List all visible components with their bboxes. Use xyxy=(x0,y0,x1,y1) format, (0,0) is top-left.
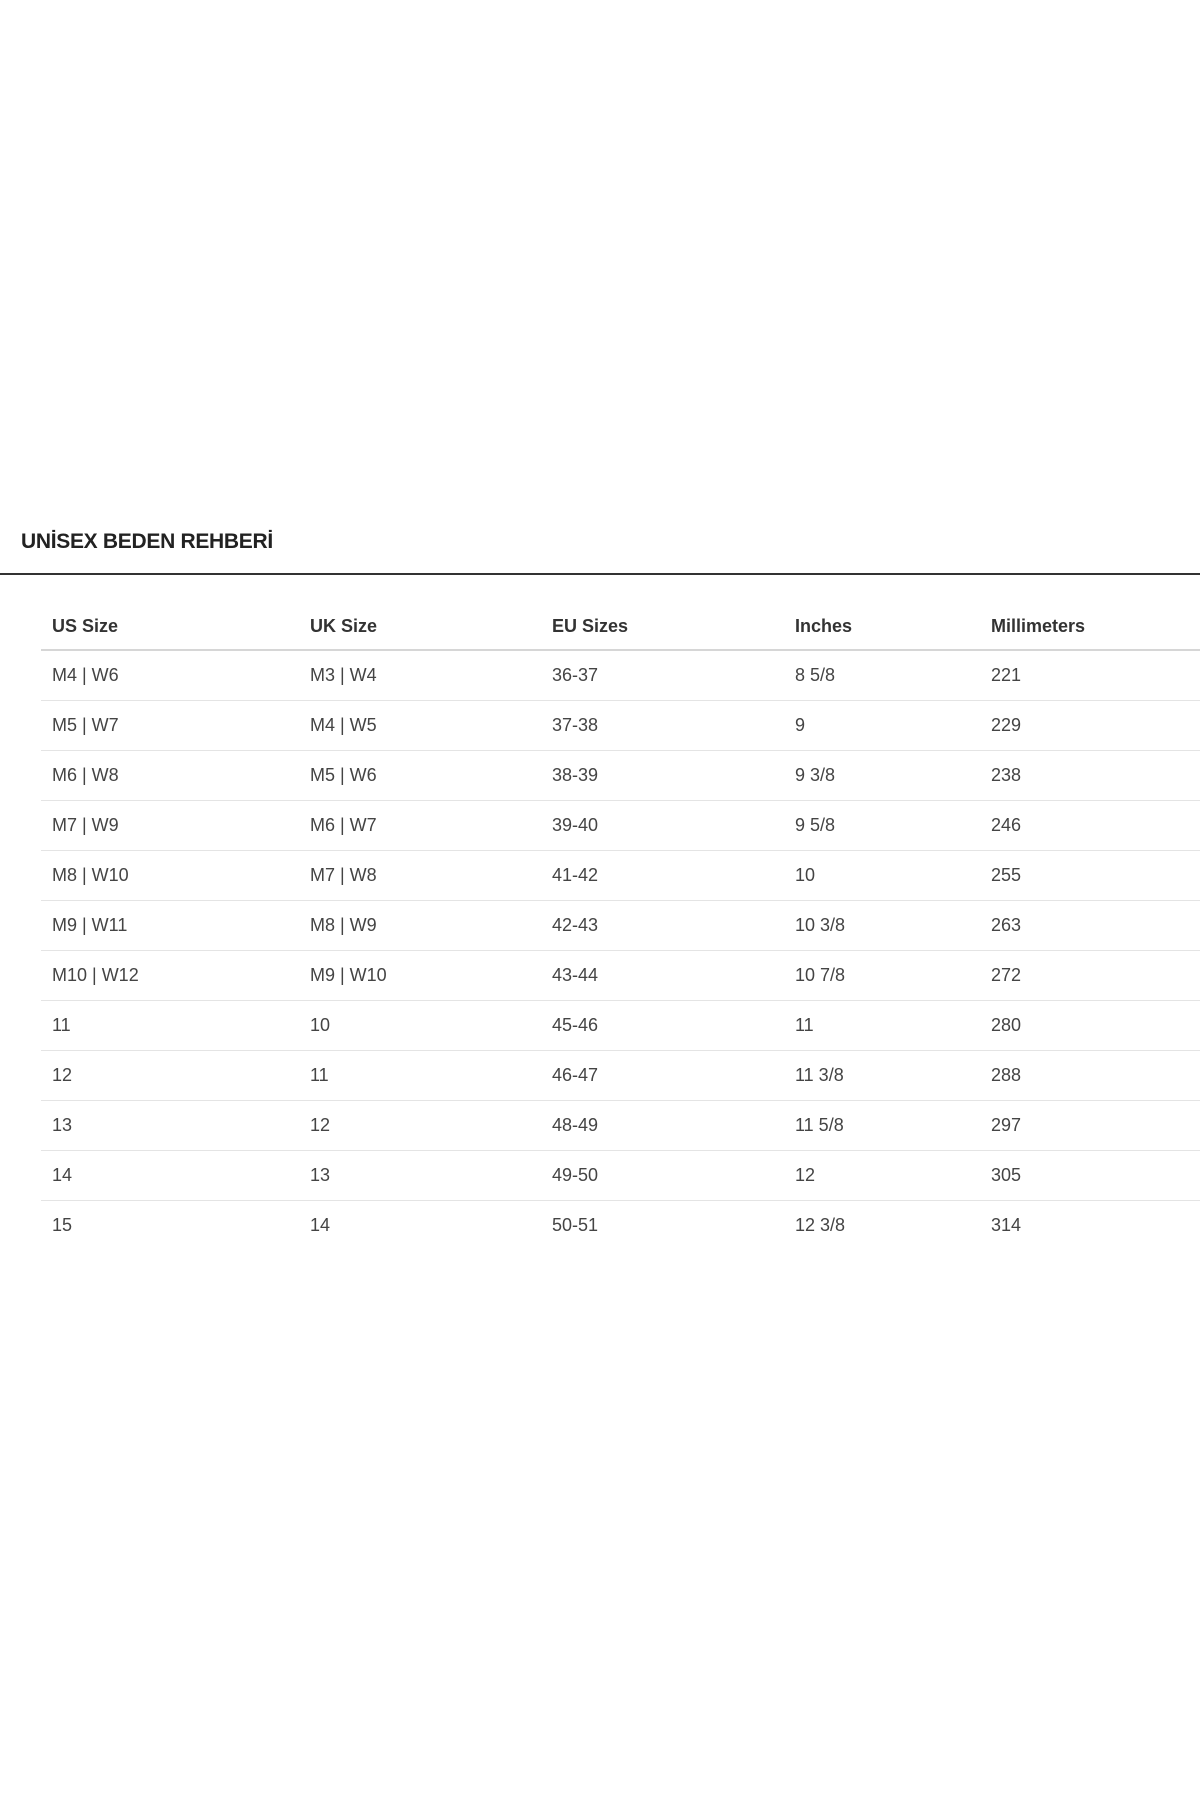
cell-millimeters: 229 xyxy=(980,701,1200,751)
size-guide-header xyxy=(0,523,1200,575)
cell-inches: 9 3/8 xyxy=(784,751,980,801)
cell-uk-size: M3 | W4 xyxy=(299,650,541,701)
cell-inches: 9 5/8 xyxy=(784,801,980,851)
cell-millimeters: 272 xyxy=(980,951,1200,1001)
cell-eu-size: 41-42 xyxy=(541,851,784,901)
page-title: UNİSEX BEDEN REHBERİ xyxy=(21,530,273,553)
cell-millimeters: 305 xyxy=(980,1151,1200,1201)
cell-inches: 11 5/8 xyxy=(784,1101,980,1151)
cell-uk-size: 10 xyxy=(299,1001,541,1051)
cell-inches: 11 xyxy=(784,1001,980,1051)
table-row xyxy=(41,1101,1200,1151)
cell-millimeters: 246 xyxy=(980,801,1200,851)
header-uk-size: UK Size xyxy=(299,603,541,650)
cell-us-size: 14 xyxy=(41,1151,299,1201)
cell-uk-size: 13 xyxy=(299,1151,541,1201)
cell-us-size: M6 | W8 xyxy=(41,751,299,801)
cell-us-size: 11 xyxy=(41,1001,299,1051)
table-row xyxy=(41,851,1200,901)
cell-us-size: 12 xyxy=(41,1051,299,1101)
cell-uk-size: 14 xyxy=(310,1215,331,1235)
cell-inches: 11 3/8 xyxy=(784,1051,980,1101)
cell-eu-size: 36-37 xyxy=(541,650,784,701)
cell-uk-size: M5 | W6 xyxy=(299,751,541,801)
table-row xyxy=(41,650,1200,701)
cell-eu-size: 42-43 xyxy=(541,901,784,951)
cell-eu-size: 49-50 xyxy=(541,1151,784,1201)
cell-us-size: M4 | W6 xyxy=(41,650,299,701)
table-row xyxy=(41,751,1200,801)
cell-us-size: 13 xyxy=(41,1101,299,1151)
cell-millimeters: 238 xyxy=(980,751,1200,801)
cell-us-size: M10 | W12 xyxy=(41,951,299,1001)
cell-millimeters: 263 xyxy=(980,901,1200,951)
cell-us-size: M9 | W11 xyxy=(41,901,299,951)
table-row xyxy=(41,1201,1200,1251)
cell-uk-size: M7 | W8 xyxy=(299,851,541,901)
cell-eu-size: 38-39 xyxy=(541,751,784,801)
cell-eu-size: 46-47 xyxy=(541,1051,784,1101)
cell-inches: 10 xyxy=(784,851,980,901)
cell-millimeters: 280 xyxy=(980,1001,1200,1051)
cell-uk-size: M9 | W10 xyxy=(299,951,541,1001)
table-row xyxy=(41,951,1200,1001)
cell-eu-size: 50-51 xyxy=(552,1215,599,1235)
cell-millimeters: 288 xyxy=(980,1051,1200,1101)
cell-millimeters: 297 xyxy=(980,1101,1200,1151)
cell-eu-size: 37-38 xyxy=(541,701,784,751)
cell-uk-size: M6 | W7 xyxy=(299,801,541,851)
table-header-row xyxy=(41,603,1200,650)
cell-inches: 12 3/8 xyxy=(795,1215,846,1235)
header-eu-sizes: EU Sizes xyxy=(541,603,784,650)
table-row xyxy=(41,1151,1200,1201)
header-millimeters: Millimeters xyxy=(980,603,1200,650)
table-body xyxy=(41,650,1200,1250)
cell-millimeters: 314 xyxy=(991,1215,1022,1235)
cell-us-size: M7 | W9 xyxy=(41,801,299,851)
cell-uk-size: M4 | W5 xyxy=(299,701,541,751)
cell-millimeters: 255 xyxy=(980,851,1200,901)
cell-us-size: M5 | W7 xyxy=(41,701,299,751)
cell-eu-size: 45-46 xyxy=(541,1001,784,1051)
cell-inches: 10 3/8 xyxy=(784,901,980,951)
cell-uk-size: 12 xyxy=(299,1101,541,1151)
cell-uk-size: M8 | W9 xyxy=(299,901,541,951)
header-us-size: US Size xyxy=(41,603,299,650)
cell-eu-size: 48-49 xyxy=(541,1101,784,1151)
table-row xyxy=(41,1001,1200,1051)
table-row xyxy=(41,901,1200,951)
cell-millimeters: 221 xyxy=(980,650,1200,701)
header-inches: Inches xyxy=(784,603,980,650)
cell-eu-size: 39-40 xyxy=(541,801,784,851)
cell-uk-size: 11 xyxy=(299,1051,541,1101)
cell-inches: 9 xyxy=(784,701,980,751)
cell-inches: 10 7/8 xyxy=(784,951,980,1001)
table-row xyxy=(41,701,1200,751)
table-row xyxy=(41,1051,1200,1101)
table-row xyxy=(41,801,1200,851)
cell-eu-size: 43-44 xyxy=(541,951,784,1001)
title-divider xyxy=(0,573,1200,575)
cell-inches: 8 5/8 xyxy=(784,650,980,701)
cell-us-size: 15 xyxy=(52,1215,73,1235)
size-chart-table xyxy=(41,603,1200,1250)
cell-inches: 12 xyxy=(784,1151,980,1201)
cell-us-size: M8 | W10 xyxy=(41,851,299,901)
